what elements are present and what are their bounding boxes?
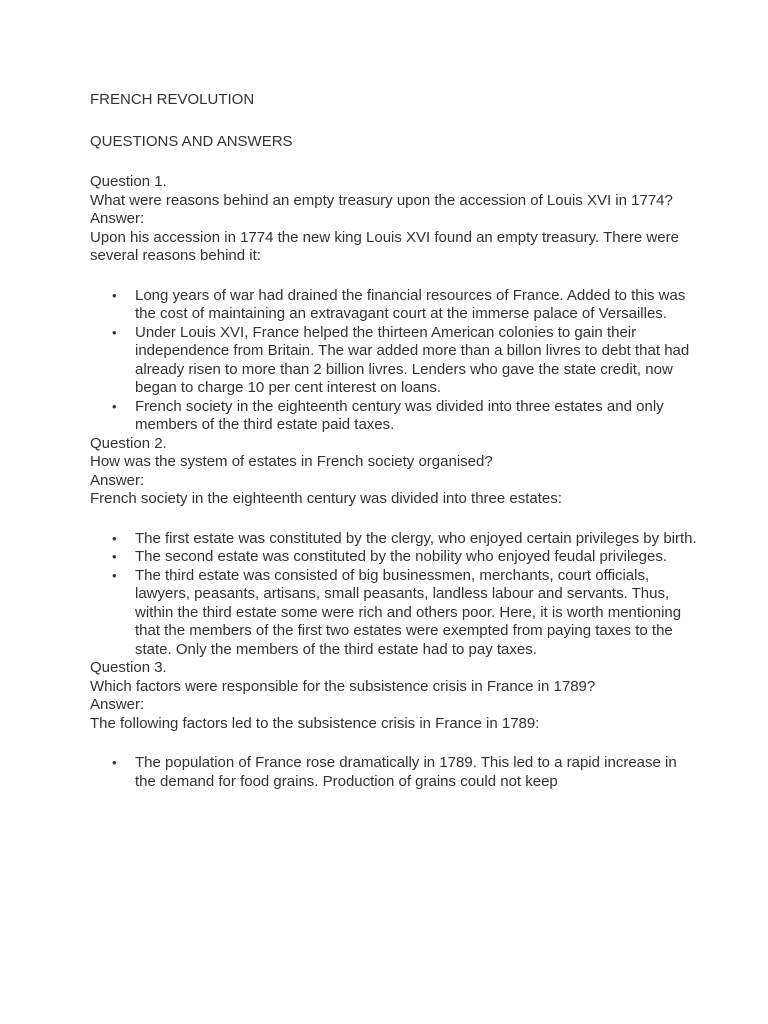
question-2	[90, 435, 698, 660]
question-label: Question 1.	[90, 173, 167, 190]
question-3	[90, 659, 698, 791]
answer-intro: French society in the eighteenth century was divided into three estates:	[90, 490, 562, 507]
answer-bullet-list	[90, 754, 698, 791]
document-subtitle: QUESTIONS AND ANSWERS	[90, 132, 293, 150]
bullet-item: • French society in the eighteenth century was divided into three estates and only members of the third estate paid taxes.	[135, 398, 698, 435]
question-label: Question 3.	[90, 659, 167, 676]
question-text: Which factors were responsible for the subsistence crisis in France in 1789?	[90, 677, 596, 695]
answer-intro: The following factors led to the subsistence crisis in France in 1789:	[90, 714, 540, 732]
question-text: How was the system of estates in French society organised?	[90, 453, 493, 470]
document-title: FRENCH REVOLUTION	[90, 91, 255, 108]
answer-intro: Upon his accession in 1774 the new king Louis XVI found an empty treasury. There were several reasons behind it:	[90, 228, 679, 264]
bullet-item: • The third estate was consisted of big businessmen, merchants, court officials, lawyers, peasants, artisans, small peasants, landless labour and servants. Thus, within the third estate some were rich and others poor. Here, it is worth mentioning that the members of the first two estates were exempted from paying taxes to the state. Only the members of the third estate had to pay taxes.	[135, 567, 698, 660]
bullet-item: • The population of France rose dramatically in 1789. This led to a rapid increase in the demand for food grains. Production of grains could not keep	[135, 754, 698, 791]
answer-label: Answer:	[90, 471, 145, 489]
answer-label: Answer:	[90, 696, 145, 713]
answer-bullet-list	[90, 287, 698, 435]
question-text: What were reasons behind an empty treasury upon the accession of Louis XVI in 1774?	[90, 191, 673, 209]
bullet-item: • Under Louis XVI, France helped the thirteen American colonies to gain their independence from Britain. The war added more than a billon livres to debt that had already risen to more than 2 billion livres. Lenders who gave the state credit, now began to charge 10 per cent interest on loans.	[135, 324, 698, 398]
question-label: Question 2.	[90, 434, 167, 452]
answer-bullet-list	[90, 530, 698, 660]
answer-label: Answer:	[90, 210, 145, 227]
bullet-item: • The first estate was constituted by the clergy, who enjoyed certain privileges by birth.	[135, 530, 698, 549]
bullet-item: • The second estate was constituted by the nobility who enjoyed feudal privileges.	[135, 548, 698, 567]
question-1	[90, 173, 698, 435]
bullet-item: • Long years of war had drained the financial resources of France. Added to this was the cost of maintaining an extravagant court at the immerse palace of Versailles.	[135, 287, 698, 324]
